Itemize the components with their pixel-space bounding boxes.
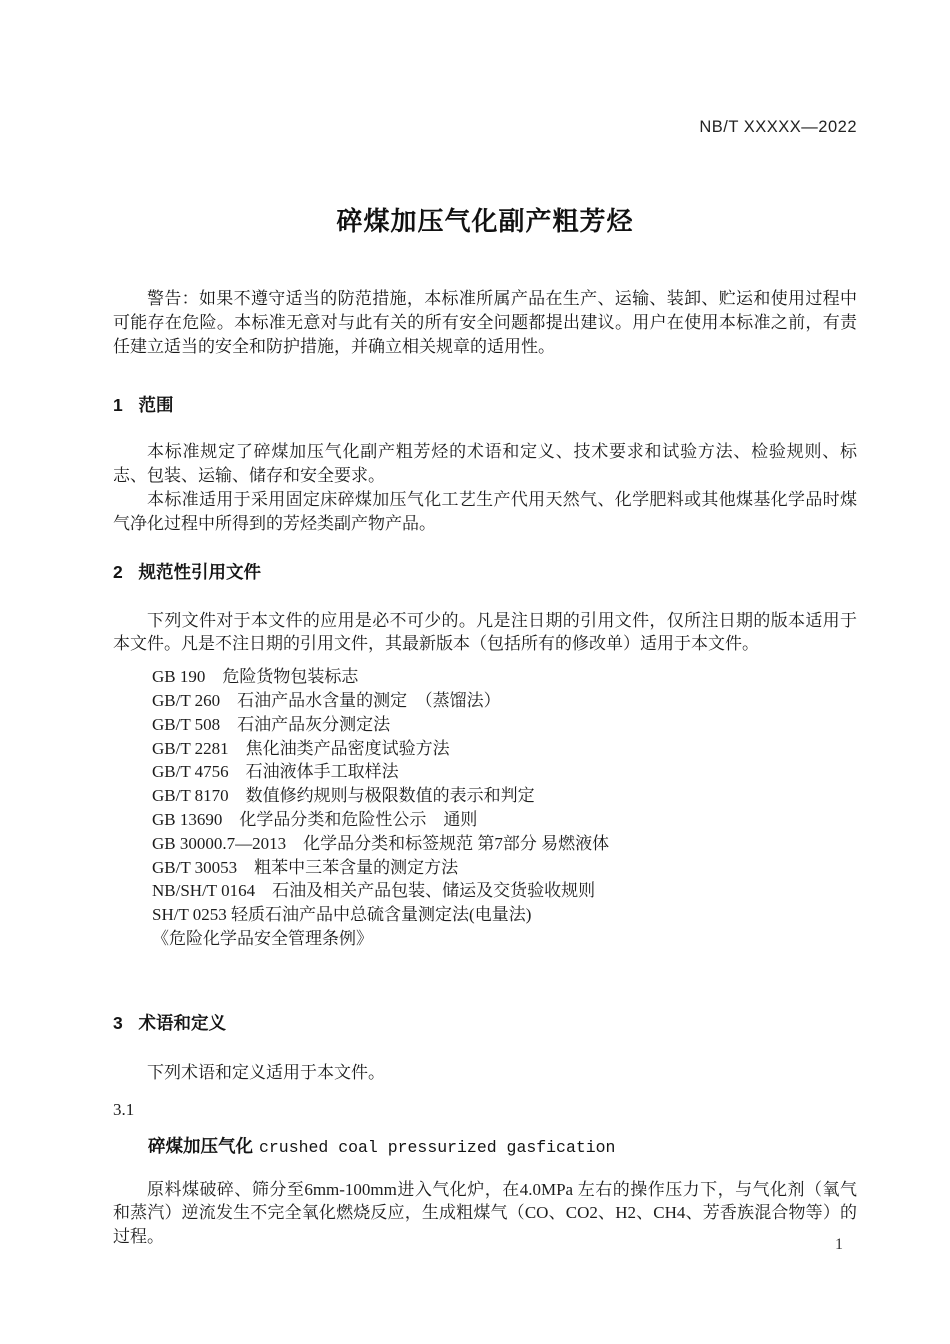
scope-paragraph-2: 本标准适用于采用固定床碎煤加压气化工艺生产代用天然气、化学肥料或其他煤基化学品时煤气净化过程中所得到的芳烃类副产物产品。 — [113, 489, 857, 533]
warning-paragraph: 警告：如果不遵守适当的防范措施，本标准所属产品在生产、运输、装卸、贮运和使用过程中可能存在危险。本标准无意对与此有关的所有安全问题都提出建议。用户在使用本标准之前，有责任建立适当的安全和防护措施，并确立相关规章的适用性。 — [113, 289, 857, 356]
scope-paragraph-1: 本标准规定了碎煤加压气化副产粗芳烃的术语和定义、技术要求和试验方法、检验规则、标志、包装、运输、储存和安全要求。 — [113, 442, 857, 486]
reference-item: GB/T 4756 石油液体手工取样法 — [152, 762, 399, 782]
section-1-title: 范围 — [138, 395, 174, 416]
reference-list — [113, 665, 857, 951]
references-intro: 下列文件对于本文件的应用是必不可少的。凡是注日期的引用文件，仅所注日期的版本适用于本文件。凡是不注日期的引用文件，其最新版本（包括所有的修改单）适用于本文件。 — [113, 610, 857, 654]
reference-item: NB/SH/T 0164 石油及相关产品包装、储运及交货验收规则 — [152, 881, 596, 901]
term-definition: 原料煤破碎、筛分至6mm-100mm进入气化炉，在4.0MPa 左右的操作压力下，与气化剂（氧气和蒸汽）逆流发生不完全氧化燃烧反应，生成粗煤气（CO、CO2、H2、CH4、芳香族混合物等）的过程。 — [113, 1179, 857, 1247]
section-1-heading — [113, 393, 857, 417]
section-1-number: 1 — [113, 395, 123, 416]
reference-item: 《危险化学品安全管理条例》 — [152, 928, 373, 948]
section-2-title: 规范性引用文件 — [138, 561, 261, 582]
reference-item: GB 190 危险货物包装标志 — [152, 667, 359, 687]
document-title: 碎煤加压气化副产粗芳烃 — [336, 206, 634, 236]
reference-item: GB/T 30053 粗苯中三苯含量的测定方法 — [152, 857, 459, 877]
reference-item: GB 30000.7—2013 化学品分类和标签规范 第7部分 易燃液体 — [152, 833, 610, 853]
reference-item: GB/T 2281 焦化油类产品密度试验方法 — [152, 738, 450, 758]
section-2-heading — [113, 560, 857, 584]
term-entry — [113, 1134, 857, 1160]
terms-intro: 下列术语和定义适用于本文件。 — [147, 1062, 385, 1082]
term-name-zh: 碎煤加压气化 — [148, 1135, 253, 1156]
section-2-number: 2 — [113, 561, 123, 582]
term-number: 3.1 — [113, 1099, 135, 1119]
reference-item: GB/T 8170 数值修约规则与极限数值的表示和判定 — [152, 786, 535, 806]
reference-item: SH/T 0253 轻质石油产品中总硫含量测定法(电量法) — [152, 905, 532, 925]
reference-item: GB/T 508 石油产品灰分测定法 — [152, 714, 391, 734]
term-name-en: crushed coal pressurized gasfication — [259, 1137, 616, 1157]
reference-item: GB 13690 化学品分类和危险性公示 通则 — [152, 809, 478, 829]
page-number: 1 — [835, 1236, 843, 1253]
section-3-heading — [113, 1011, 857, 1035]
standard-number-header: NB/T XXXXX—2022 — [699, 118, 857, 136]
section-3-title: 术语和定义 — [138, 1012, 226, 1033]
reference-item: GB/T 260 石油产品水含量的测定 （蒸馏法） — [152, 690, 501, 710]
section-3-number: 3 — [113, 1012, 123, 1033]
